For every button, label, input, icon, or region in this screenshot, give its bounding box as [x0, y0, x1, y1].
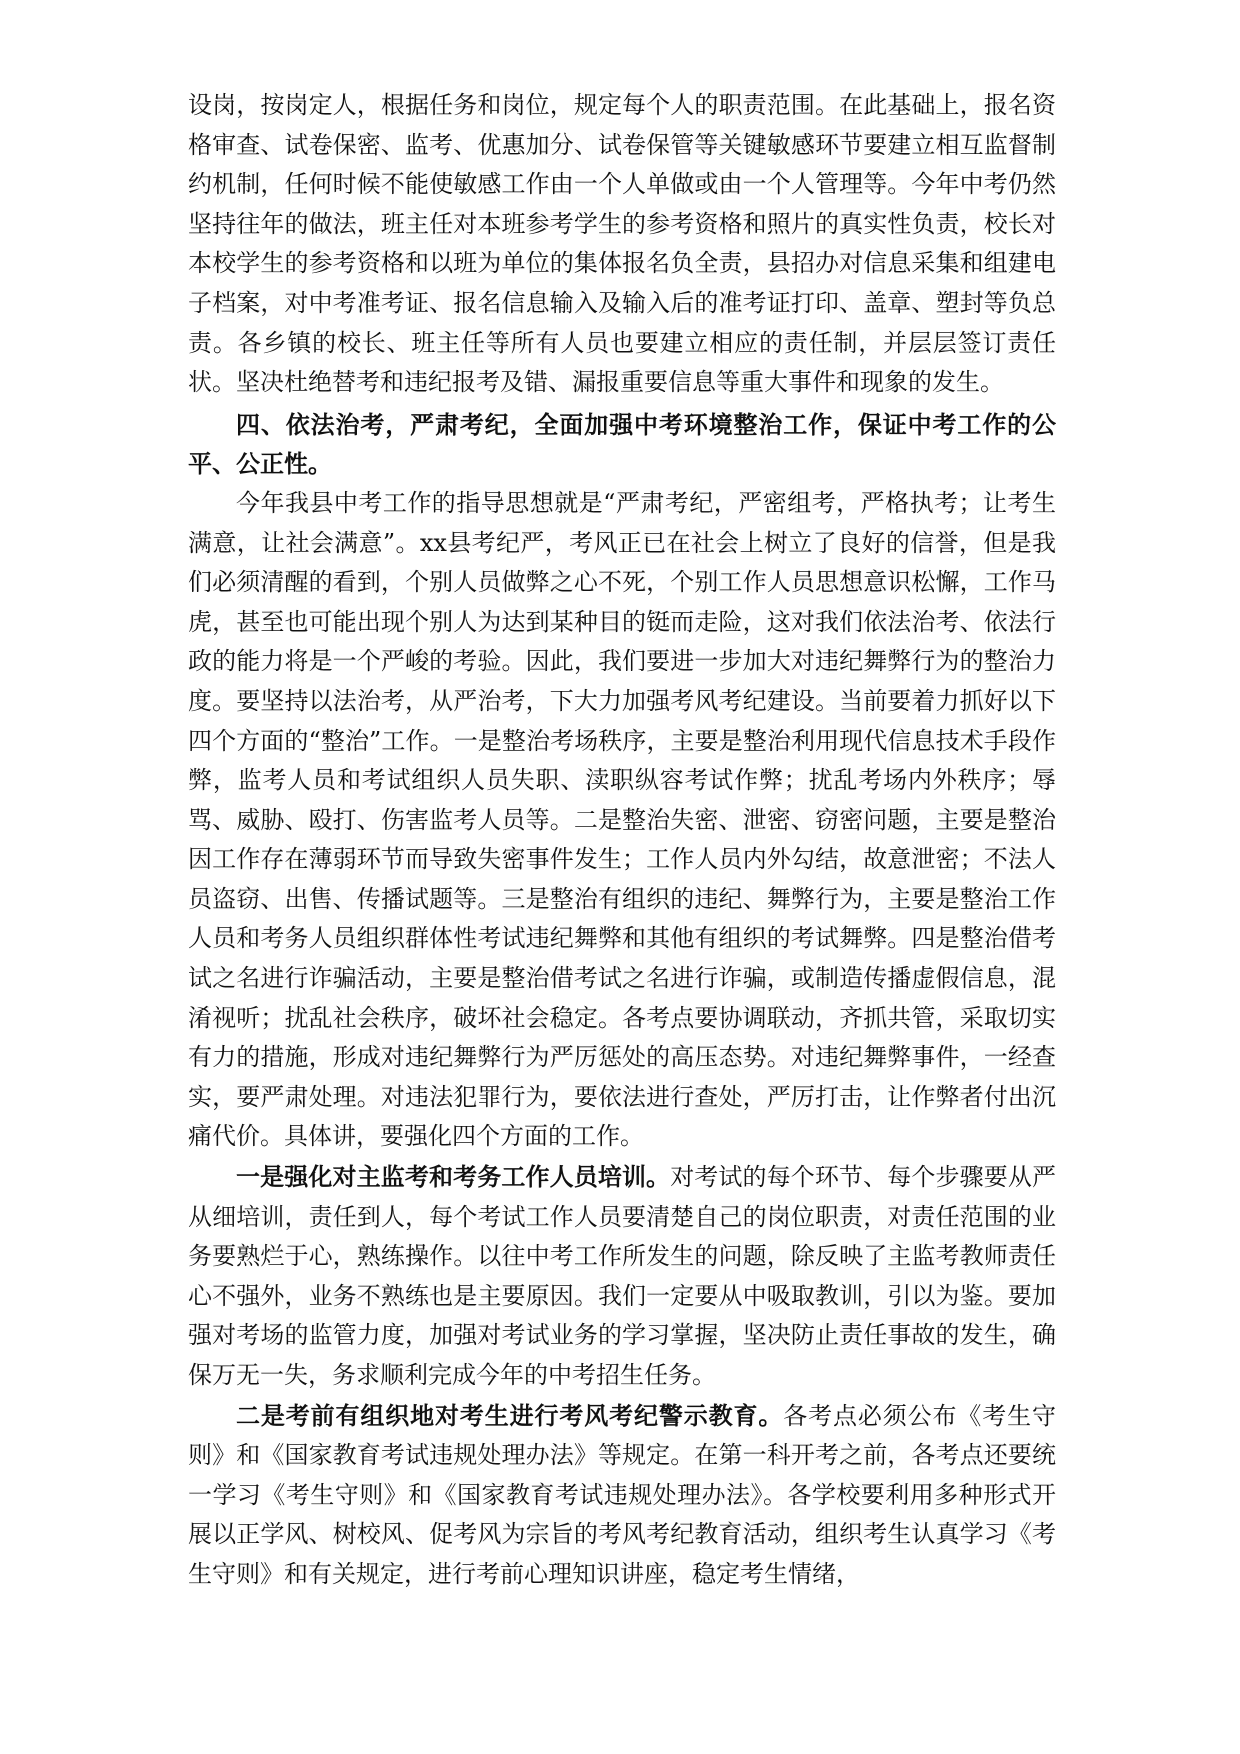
continuation-paragraph: 设岗，按岗定人，根据任务和岗位，规定每个人的职责范围。在此基础上，报名资格审查、试卷保密、监考、优惠加分、试卷保管等关键敏感环节要建立相互监督制约机制，任何时候不能使敏感工作由一个人单做或由一个人管理等。今年中考仍然坚持往年的做法，班主任对本班参考学生的参考资格和照片的真实性负责，校长对本校学生的参考资格和以班为单位的集体报名负全责，县招办对信息采集和组建电子档案，对中考准考证、报名信息输入及输入后的准考证打印、盖章、塑封等负总责。各乡镇的校长、班主任等所有人员也要建立相应的责任制，并层层签订责任状。坚决杜绝替考和违纪报考及错、漏报重要信息等重大事件和现象的发生。	[188, 91, 1056, 397]
body-paragraph-guiding-principle: 今年我县中考工作的指导思想就是“严肃考纪，严密组考，严格执考；让考生满意，让社会满意”。xx县考纪严，考风正已在社会上树立了良好的信誉，但是我们必须清醒的看到，个别人员做弊之心不死，个别工作人员思想意识松懈，工作马虎，甚至也可能出现个别人为达到某种目的铤而走险，这对我们依法治考、依法行政的能力将是一个严峻的考验。因此，我们要进一步加大对违纪舞弊行为的整治力度。要坚持以法治考，从严治考，下大力加强考风考纪建设。当前要着力抓好以下四个方面的“整治”工作。一是整治考场秩序，主要是整治利用现代信息技术手段作弊，监考人员和考试组织人员失职、渎职纵容考试作弊；扰乱考场内外秩序；辱骂、威胁、殴打、伤害监考人员等。二是整治失密、泄密、窃密问题，主要是整治因工作存在薄弱环节而导致失密事件发生；工作人员内外勾结，故意泄密；不法人员盗窃、出售、传播试题等。三是整治有组织的违纪、舞弊行为，主要是整治工作人员和考务人员组织群体性考试违纪舞弊和其他有组织的考试舞弊。四是整治借考试之名进行诈骗活动，主要是整治借考试之名进行诈骗，或制造传播虚假信息，混淆视听；扰乱社会秩序，破坏社会稳定。各考点要协调联动，齐抓共管，采取切实有力的措施，形成对违纪舞弊行为严厉惩处的高压态势。对违纪舞弊事件，一经查实，要严肃处理。对违法犯罪行为，要依法进行查处，严厉打击，让作弊者付出沉痛代价。具体讲，要强化四个方面的工作。	[188, 488, 1056, 1151]
lead-phrase-training: 一是强化对主监考和考务工作人员培训。	[236, 1162, 671, 1192]
paragraph-training-body: 对考试的每个环节、每个步骤要从严从细培训，责任到人，每个考试工作人员要清楚自己的岗位职责，对责任范围的业务要熟烂于心，熟练操作。以往中考工作所发生的问题，除反映了主监考教师责任心不强外，业务不熟练也是主要原因。我们一定要从中吸取教训，引以为鉴。要加强对考场的监管力度，加强对考试业务的学习掌握，坚决防止责任事故的发生，确保万无一失，务求顺利完成今年的中考招生任务。	[188, 1163, 1057, 1389]
paragraph-training	[188, 1157, 1056, 1396]
document-page	[188, 86, 1056, 1595]
paragraph-warning-education-body: 各考点必须公布《考生守则》和《国家教育考试违规处理办法》等规定。在第一科开考之前，各考点还要统一学习《考生守则》和《国家教育考试违规处理办法》。各学校要利用多种形式开展以正学风、树校风、促考风为宗旨的考风考纪教育活动，组织考生认真学习《考生守则》和有关规定，进行考前心理知识讲座，稳定考生情绪，	[188, 1401, 1056, 1588]
lead-phrase-warning-education: 二是考前有组织地对考生进行考风考纪警示教育。	[236, 1400, 784, 1430]
paragraph-warning-education	[188, 1396, 1056, 1595]
section-heading-four: 四、依法治考，严肃考纪，全面加强中考环境整治工作，保证中考工作的公平、公正性。	[188, 409, 1056, 479]
